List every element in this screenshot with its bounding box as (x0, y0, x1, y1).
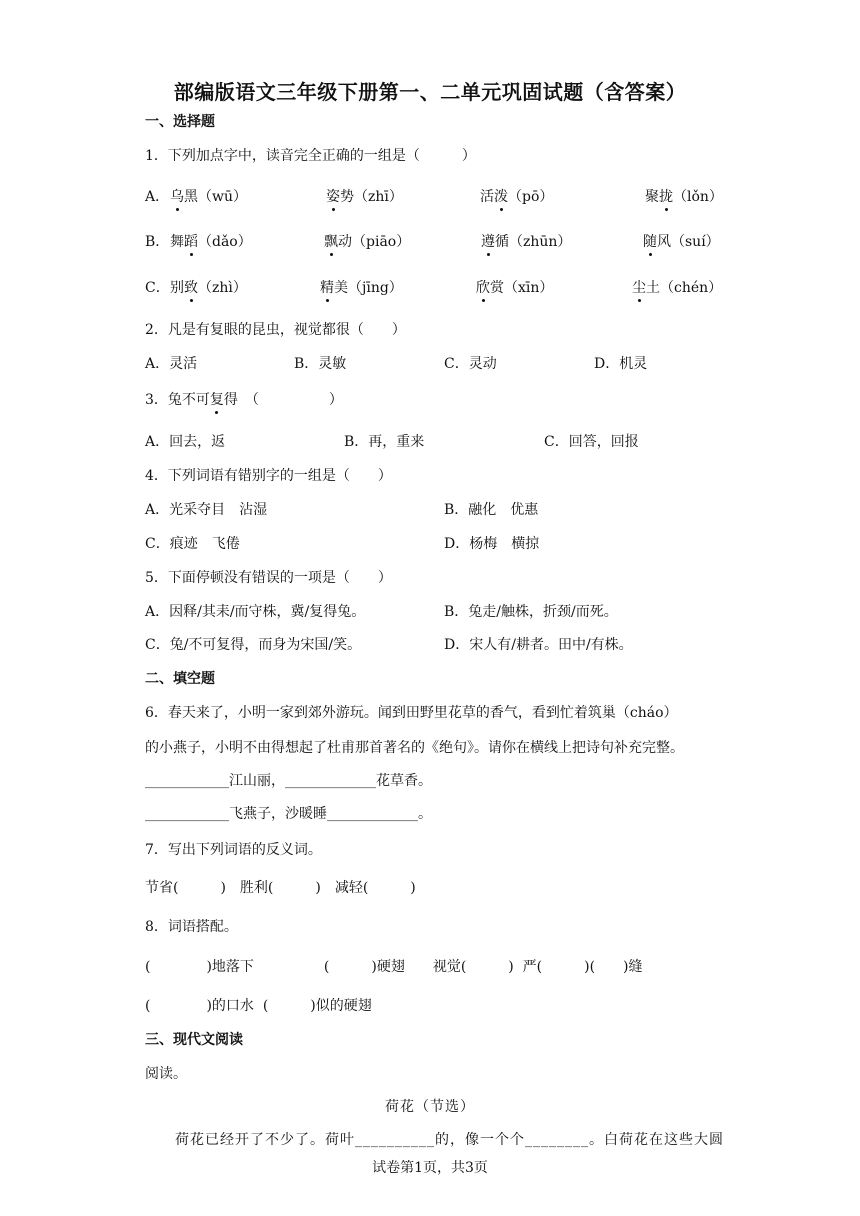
question-6-line-1: 6．春天来了，小明一家到郊外游玩。闻到田野里花草的香气，看到忙着筑巢（cháo） (145, 705, 678, 721)
q2-option-d: D．机灵 (594, 356, 648, 372)
passage-line-1: 荷花已经开了不少了。荷叶__________的，像一个个________。白荷花在这些大圆 (175, 1132, 724, 1148)
q1-row-a-label: A． (145, 189, 170, 205)
emphasis-dot-char: 乌 (170, 189, 184, 205)
q4-option-d: D．杨梅 横掠 (444, 536, 540, 552)
q1-option-a-2: 姿势（zhī） (326, 189, 403, 205)
question-8-row-1: ( )地落下 ( )硬翅 视觉( ) 严( )( )缝 (145, 959, 643, 975)
emphasis-dot-char: 飘 (324, 234, 338, 250)
q1-option-a-1: 乌黑（wū） (170, 189, 247, 205)
question-8-stem: 8．词语搭配。 (145, 919, 238, 935)
q5-option-b: B．兔走/触株，折颈/而死。 (444, 604, 618, 620)
emphasis-dot-char: 致 (184, 280, 198, 296)
emphasis-dot-char: 尘 (632, 280, 646, 296)
q1-option-b-1: 舞蹈（dǎo） (170, 234, 252, 250)
emphasis-dot-char: 复 (209, 392, 224, 408)
q3-option-c: C．回答，回报 (544, 434, 639, 450)
q4-option-c: C．痕迹 飞倦 (145, 536, 240, 552)
q1-option-b-4: 随风（suí） (643, 234, 720, 250)
q4-option-b: B．融化 优惠 (444, 502, 539, 518)
question-7-answers: 节省( ) 胜利( ) 减轻( ) (145, 880, 416, 896)
q1-option-a-3: 活泼（pō） (480, 189, 554, 205)
passage-title: 荷花（节选） (385, 1099, 475, 1115)
q3-option-a: A．回去，返 (145, 434, 226, 450)
q5-option-c: C．兔/不可复得，而身为宋国/笑。 (145, 637, 362, 653)
section-heading-reading: 三、现代文阅读 (145, 1032, 243, 1048)
q1-row-b-label: B． (145, 234, 170, 250)
q3-option-b: B．再，重来 (344, 434, 425, 450)
q1-option-c-4: 尘土（chén） (632, 280, 723, 296)
q1-row-c-label: C． (145, 280, 170, 296)
q2-option-a: A．灵活 (145, 356, 198, 372)
q1-option-a-4: 聚拢（lǒn） (645, 189, 723, 205)
emphasis-dot-char: 随 (643, 234, 657, 250)
q2-option-c: C．灵动 (444, 356, 497, 372)
q1-option-c-2: 精美（jīng） (320, 280, 403, 296)
emphasis-dot-char: 拢 (659, 189, 673, 205)
question-3-stem: 3．兔不可复得 （ ） (145, 392, 343, 408)
q1-option-c-1: 别致（zhì） (170, 280, 247, 296)
emphasis-dot-char: 蹈 (184, 234, 198, 250)
question-8-row-2: ( )的口水 ( )似的硬翅 (145, 998, 372, 1014)
q5-option-d: D．宋人有/耕者。田中/有株。 (444, 637, 633, 653)
question-5-stem: 5．下面停顿没有错误的一项是（ ） (145, 570, 392, 586)
q1-option-b-2: 飘动（piāo） (324, 234, 411, 250)
page-title: 部编版语文三年级下册第一、二单元巩固试题（含答案） (173, 80, 687, 104)
emphasis-dot-char: 姿 (326, 189, 340, 205)
section-heading-choice: 一、选择题 (145, 114, 215, 130)
question-6-line-2: 的小燕子，小明不由得想起了杜甫那首著名的《绝句》。请你在横线上把诗句补充完整。 (145, 740, 684, 756)
emphasis-dot-char: 精 (320, 280, 334, 296)
q1-option-c-3: 欣赏（xīn） (476, 280, 554, 296)
emphasis-dot-char: 遵 (481, 234, 495, 250)
question-4-stem: 4．下列词语有错别字的一组是（ ） (145, 468, 392, 484)
page-footer: 试卷第1页，共3页 (372, 1160, 488, 1176)
q4-option-a: A．光采夺目 沾湿 (145, 502, 268, 518)
question-7-stem: 7．写出下列词语的反义词。 (145, 842, 322, 858)
q5-option-a: A．因释/其耒/而守株，冀/复得兔。 (145, 604, 366, 620)
reading-intro: 阅读。 (145, 1066, 187, 1082)
question-2-stem: 2．凡是有复眼的昆虫，视觉都很（ ） (145, 322, 406, 338)
emphasis-dot-char: 泼 (494, 189, 508, 205)
question-6-blank-line-2: ____________飞燕子，沙暖睡_____________。 (145, 806, 432, 822)
question-1-stem: 1．下列加点字中，读音完全正确的一组是（ ） (145, 148, 476, 164)
section-heading-fill: 二、填空题 (145, 671, 215, 687)
emphasis-dot-char: 欣 (476, 280, 490, 296)
q1-option-b-3: 遵循（zhūn） (481, 234, 572, 250)
q2-option-b: B．灵敏 (294, 356, 347, 372)
question-6-blank-line-1: ____________江山丽，_____________花草香。 (145, 773, 432, 789)
